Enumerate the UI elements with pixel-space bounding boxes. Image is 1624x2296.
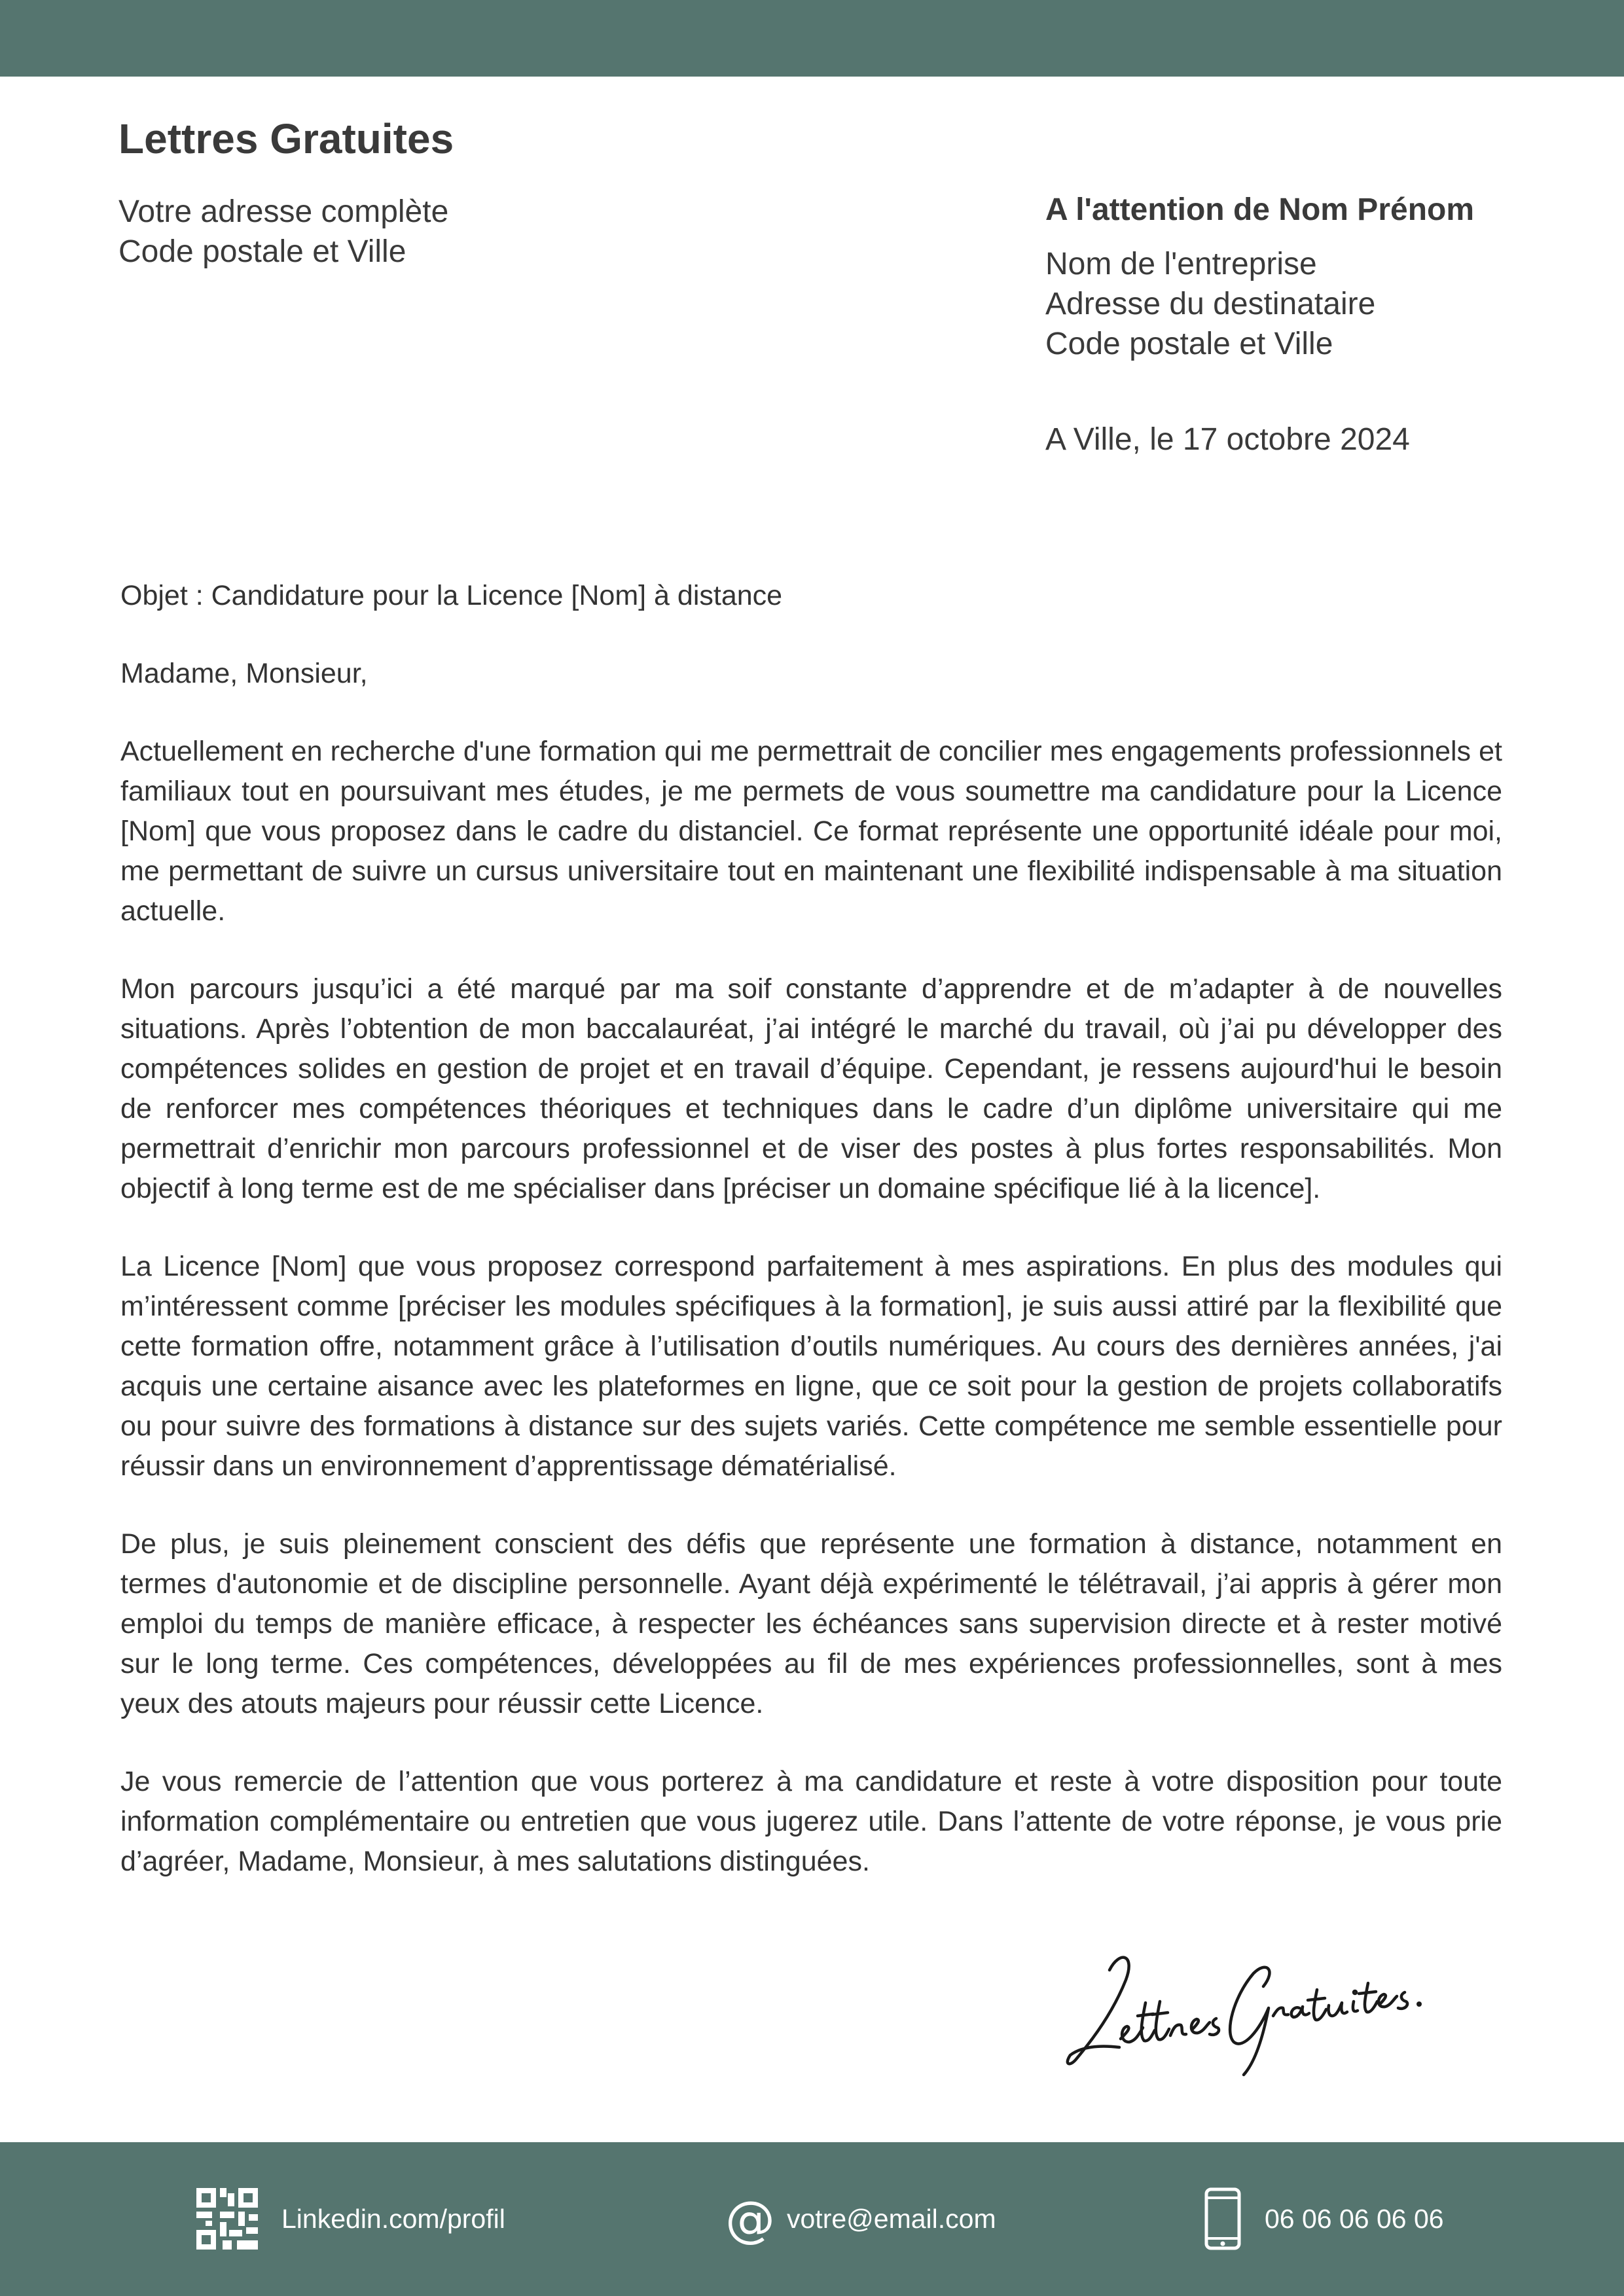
letter-body: [120, 576, 1502, 1920]
phone-number[interactable]: 06 06 06 06 06: [1265, 2203, 1444, 2234]
sender-city-line: Code postale et Ville: [118, 234, 406, 269]
at-sign-icon: @: [725, 2189, 775, 2248]
sender-address-line: Votre adresse complète: [118, 194, 449, 229]
letter-salutation: Madame, Monsieur,: [120, 658, 368, 689]
sender-name: Lettres Gratuites: [118, 115, 454, 162]
recipient-city: Code postale et Ville: [1045, 327, 1333, 361]
footer-linkedin[interactable]: [196, 2186, 505, 2251]
sender-address: [118, 192, 448, 272]
linkedin-link[interactable]: Linkedin.com/profil: [281, 2203, 505, 2234]
email-link[interactable]: votre@email.com: [787, 2203, 996, 2234]
letter-date: A Ville, le 17 octobre 2024: [1045, 422, 1410, 457]
recipient-address: [1045, 244, 1569, 364]
letter-paragraph: Je vous remercie de l’attention que vous porterez à ma candidature et reste à votre disposition pour toute information complémentaire ou entretien que vous jugerez utile. Dans l’attente de votre réponse, je vous prie d’agréer, Madame, Monsieur, à mes salutations distinguées.: [120, 1766, 1502, 1877]
handwritten-signature: [1047, 1924, 1440, 2081]
recipient-attention: A l'attention de Nom Prénom: [1045, 192, 1475, 227]
footer-phone[interactable]: [1204, 2186, 1444, 2251]
letter-paragraph: Actuellement en recherche d'une formation qui me permettrait de concilier mes engagements professionnels et familiaux tout en poursuivant mes études, je me permets de vous soumettre ma candidature pour la Licence [Nom] que vous proposez dans le cadre du distanciel. Ce format représente une opportunité idéale pour moi, me permettant de suivre un cursus universitaire tout en maintenant une flexibilité indispensable à ma situation actuelle.: [120, 736, 1502, 927]
letter-paragraph: La Licence [Nom] que vous proposez correspond parfaitement à mes aspirations. En plus des modules qui m’intéressent comme [préciser les modules spécifiques à la formation], je suis aussi attiré par la flexibilité que cette formation offre, notamment grâce à l’utilisation d’outils numériques. Au cours des dernières années, j'ai acquis une certaine aisance avec les plateformes en ligne, que ce soit pour la gestion de projets collaboratifs ou pour suivre des formations à distance sur des sujets variés. Cette compétence me semble essentielle pour réussir dans un environnement d’apprentissage dématérialisé.: [120, 1251, 1502, 1482]
recipient-company: Nom de l'entreprise: [1045, 247, 1317, 281]
letter-paragraph: Mon parcours jusqu’ici a été marqué par ma soif constante d’apprendre et de m’adapter à de nouvelles situations. Après l’obtention de mon baccalauréat, j’ai intégré le marché du travail, où j’ai pu développer des compétences solides en gestion de projet et en travail d’équipe. Cependant, je ressens aujourd'hui le besoin de renforcer mes compétences théoriques et techniques dans le cadre d’un diplôme universitaire qui me permettrait d’enrichir mon parcours professionnel et de viser des postes à plus fortes responsabilités. Mon objectif à long terme est de me spécialiser dans [préciser un domaine spécifique lié à la licence].: [120, 973, 1502, 1204]
footer-email[interactable]: [725, 2186, 996, 2251]
header-band: [0, 0, 1624, 77]
letter-paragraph: De plus, je suis pleinement conscient des défis que représente une formation à distance, notamment en termes d'autonomie et de discipline personnelle. Ayant déjà expérimenté le télétravail, j’ai appris à gérer mon emploi du temps de manière efficace, à respecter les échéances sans supervision directe et à rester motivé sur le long terme. Ces compétences, développées au fil de mes expériences professionnelles, sont à mes yeux des atouts majeurs pour réussir cette Licence.: [120, 1528, 1502, 1719]
recipient-street: Adresse du destinataire: [1045, 287, 1376, 321]
qr-code-icon: [196, 2188, 258, 2250]
phone-icon: [1204, 2187, 1241, 2250]
recipient-block: [1045, 189, 1569, 459]
letter-subject: Objet : Candidature pour la Licence [Nom] à distance: [120, 580, 783, 611]
